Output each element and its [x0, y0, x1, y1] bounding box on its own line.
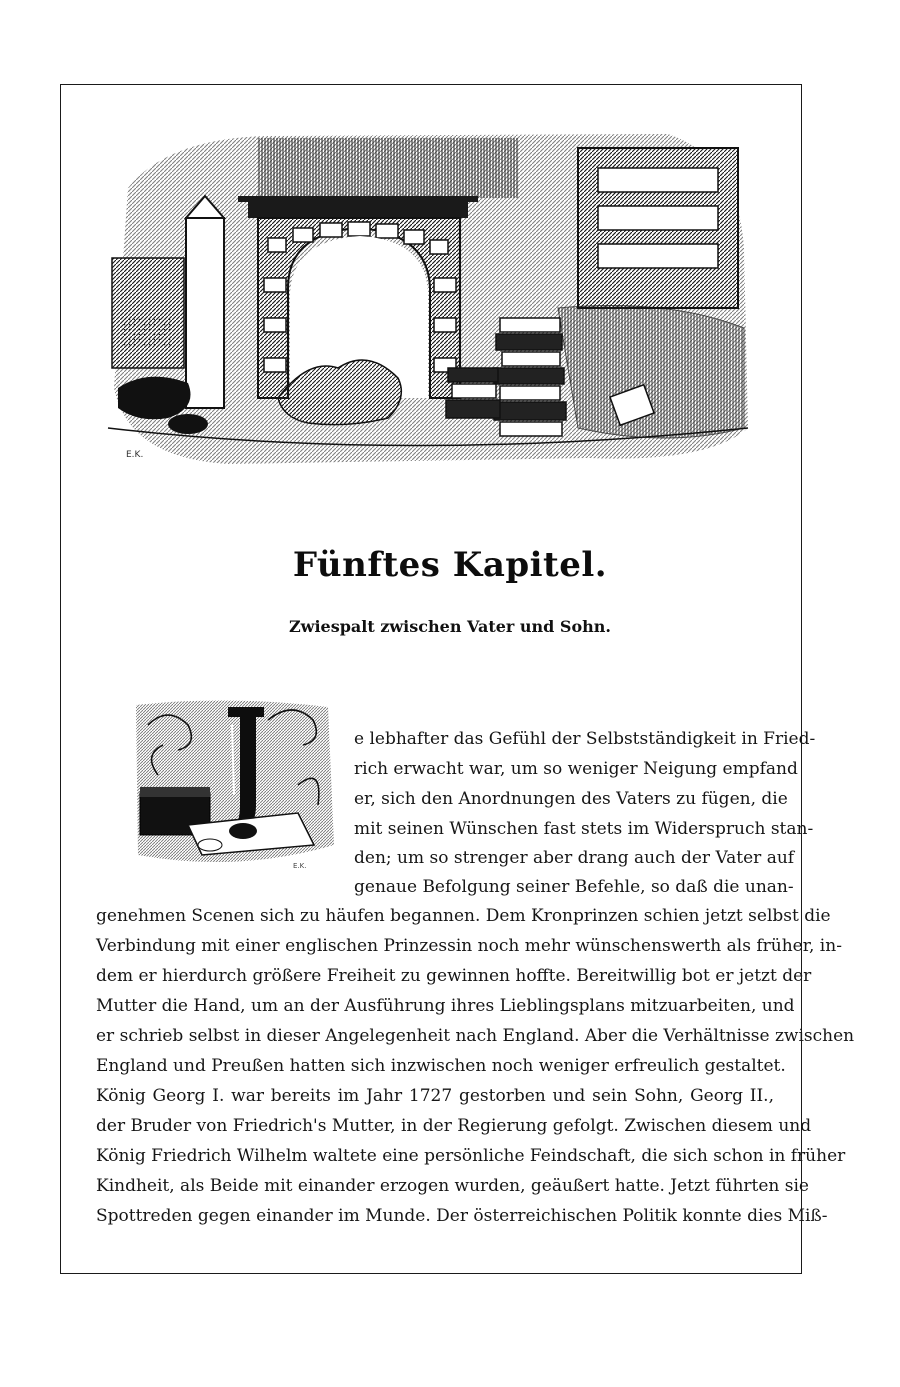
text-line: er, sich den Anordnungen des Vaters zu fügen, die	[354, 789, 788, 809]
text-line: er schrieb selbst in dieser Angelegenheit nach England. Aber die Verhältnisse zwischen	[96, 1026, 855, 1046]
text-line: der Bruder von Friedrich's Mutter, in der Regierung gefolgt. Zwischen diesem und	[96, 1116, 812, 1136]
text-line: König Friedrich Wilhelm waltete eine persönliche Feindschaft, die sich schon in früher	[96, 1146, 846, 1166]
text-line: Kindheit, als Beide mit einander erzogen wurden, geäußert hatte. Jetzt führten sie	[96, 1176, 809, 1196]
chapter-subtitle: Zwiespalt zwischen Vater und Sohn.	[289, 617, 611, 636]
text-line: Mutter die Hand, um an der Ausführung ihres Lieblingsplans mitzuarbeiten, und	[96, 996, 795, 1016]
illustration-signature: E.K.	[126, 450, 144, 460]
text-line: mit seinen Wünschen fast stets im Widerspruch stan-	[354, 819, 814, 839]
text-line: genaue Befolgung seiner Befehle, so daß die unan-	[354, 877, 794, 897]
initial-signature: E.K.	[293, 862, 307, 870]
text-line: dem er hierdurch größere Freiheit zu gewinnen hoffte. Bereitwillig bot er jetzt der	[96, 966, 812, 986]
text-line: e lebhafter das Gefühl der Selbstständigkeit in Fried-	[354, 729, 816, 749]
text-line: Verbindung mit einer englischen Prinzessin noch mehr wünschenswerth als früher, in-	[96, 936, 842, 956]
text-line: England und Preußen hatten sich inzwischen noch weniger erfreulich gestaltet.	[96, 1056, 786, 1076]
text-line: den; um so strenger aber drang auch der Vater auf	[354, 848, 795, 868]
text-line: genehmen Scenen sich zu häufen begannen. Dem Kronprinzen schien jetzt selbst die	[96, 906, 831, 926]
text-line: Spottreden gegen einander im Munde. Der österreichischen Politik konnte dies Miß-	[96, 1206, 828, 1226]
chapter-title: Fünftes Kapitel.	[292, 545, 608, 585]
header-illustration	[108, 128, 748, 470]
text-line: rich erwacht war, um so weniger Neigung empfand	[354, 759, 798, 779]
text-line: König Georg I. war bereits im Jahr 1727 gestorben und sein Sohn, Georg II.,	[96, 1086, 774, 1106]
decorated-initial-illustration	[128, 695, 342, 873]
